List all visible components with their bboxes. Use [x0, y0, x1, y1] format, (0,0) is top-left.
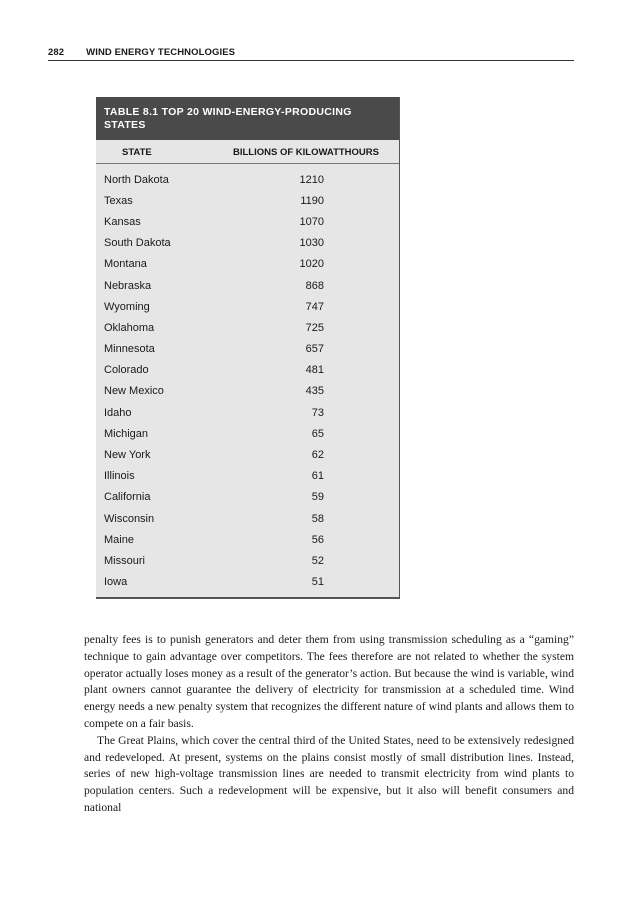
- table-row: [96, 466, 399, 487]
- table-row: [96, 275, 399, 296]
- table-row: [96, 317, 399, 338]
- state-name: Kansas: [104, 215, 141, 228]
- column-header-state: STATE: [122, 147, 152, 158]
- table-row: [96, 572, 399, 593]
- table-caption: TABLE 8.1 TOP 20 WIND-ENERGY-PRODUCING STATES: [96, 97, 399, 140]
- kwh-value: 56: [311, 533, 324, 546]
- kwh-value: 1210: [299, 173, 324, 186]
- kwh-value: 747: [305, 300, 324, 313]
- state-name: Montana: [104, 258, 147, 271]
- paragraph: The Great Plains, which cover the central third of the United States, need to be extensively redesigned and redeveloped. At present, systems on the plains consist mostly of small distribution lines. Instead, series of new high-voltage transmission lines are needed to transmit electricity from wind plants to population centers. Such a redevelopment will be expensive, but it also will benefit consumers and national: [84, 733, 574, 814]
- table-row: [96, 296, 399, 317]
- state-name: Iowa: [104, 576, 128, 589]
- table-row: [96, 339, 399, 360]
- state-name: California: [104, 491, 151, 504]
- table-row: [96, 529, 399, 550]
- state-name: Minnesota: [104, 343, 155, 356]
- kwh-value: 59: [311, 491, 324, 504]
- kwh-value: 1190: [300, 194, 324, 207]
- kwh-value: 61: [311, 470, 324, 483]
- state-name: Missouri: [104, 554, 145, 567]
- table-row: [96, 169, 399, 190]
- kwh-value: 1020: [299, 258, 324, 271]
- kwh-value: 51: [311, 576, 324, 589]
- kwh-value: 1030: [299, 237, 324, 250]
- table-row: [96, 254, 399, 275]
- state-name: Colorado: [104, 364, 149, 377]
- state-name: North Dakota: [104, 173, 169, 186]
- state-name: Illinois: [104, 470, 135, 483]
- state-name: Idaho: [104, 406, 132, 419]
- kwh-value: 725: [305, 321, 324, 334]
- running-header: [48, 47, 574, 61]
- kwh-value: 1070: [299, 215, 324, 228]
- state-name: Michigan: [104, 427, 149, 440]
- kwh-value: 73: [311, 406, 324, 419]
- table-row: [96, 402, 399, 423]
- table-row: [96, 508, 399, 529]
- table-row: [96, 444, 399, 465]
- table-body: [96, 164, 399, 593]
- table-row: [96, 233, 399, 254]
- data-table: [96, 97, 400, 599]
- state-name: Maine: [104, 533, 134, 546]
- state-name: Nebraska: [104, 279, 152, 292]
- state-name: New Mexico: [104, 385, 164, 398]
- kwh-value: 62: [311, 449, 324, 462]
- kwh-value: 481: [305, 364, 324, 377]
- state-name: Wyoming: [104, 300, 150, 313]
- kwh-value: 868: [305, 279, 324, 292]
- running-title: WIND ENERGY TECHNOLOGIES: [86, 47, 236, 58]
- column-header-value: BILLIONS OF KILOWATTHOURS: [232, 147, 379, 158]
- state-name: Texas: [104, 194, 133, 207]
- table-row: [96, 190, 399, 211]
- kwh-value: 657: [305, 343, 324, 356]
- kwh-value: 435: [305, 385, 324, 398]
- table-row: [96, 211, 399, 232]
- state-name: New York: [104, 449, 151, 462]
- table-row: [96, 360, 399, 381]
- state-name: Oklahoma: [104, 321, 155, 334]
- page-number: 282: [48, 47, 65, 58]
- paragraph: penalty fees is to punish generators and deter them from using transmission scheduling as a “gaming” technique to gain advantage over competitors. The fees therefore are not related to whether the system operator actually loses money as a result of the generator’s action. But because the wind is variable, wind plant owners cannot guarantee the delivery of electricity for transmission at a scheduled time. Wind energy needs a new penalty system that recognizes the different nature of wind plants and allows them to compete on a fair basis.: [84, 633, 574, 730]
- table-row: [96, 550, 399, 571]
- kwh-value: 58: [311, 512, 324, 525]
- table-row: [96, 381, 399, 402]
- state-name: Wisconsin: [104, 512, 155, 525]
- table-row: [96, 487, 399, 508]
- state-name: South Dakota: [104, 237, 171, 250]
- table-row: [96, 423, 399, 444]
- kwh-value: 52: [311, 554, 324, 567]
- table-header-row: [96, 140, 399, 164]
- kwh-value: 65: [311, 427, 324, 440]
- body-text: [84, 632, 574, 817]
